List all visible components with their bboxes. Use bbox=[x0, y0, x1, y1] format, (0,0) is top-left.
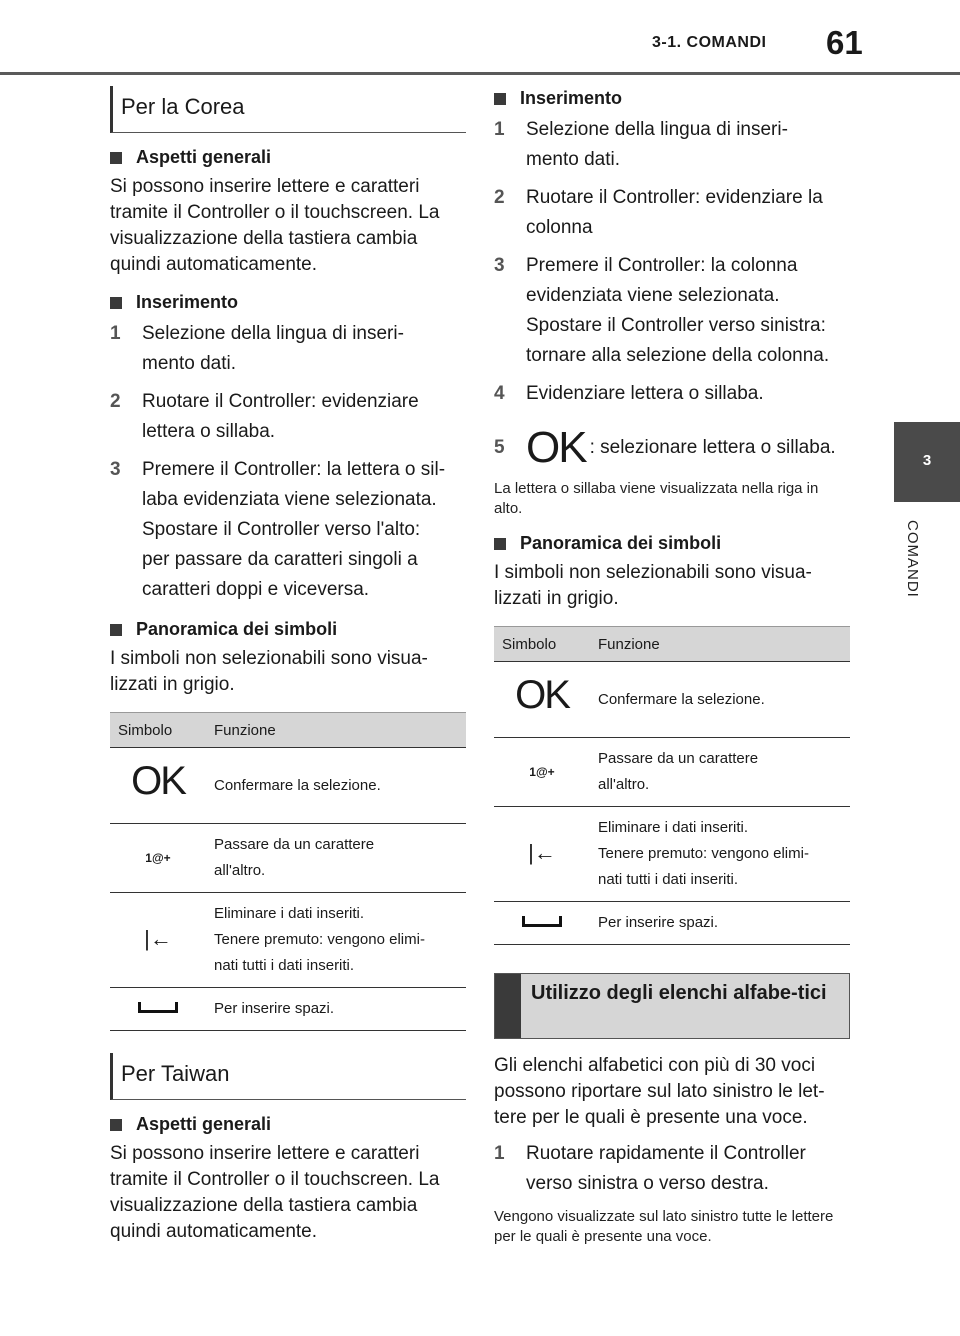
heading-text: Panoramica dei simboli bbox=[520, 533, 722, 553]
step-item bbox=[494, 1139, 850, 1199]
banner-title: Utilizzo degli elenchi alfabe-tici bbox=[521, 974, 849, 1038]
input-heading bbox=[110, 292, 466, 313]
step-line: lettera o sillaba. bbox=[142, 421, 276, 442]
heading-text: Aspetti generali bbox=[136, 1114, 272, 1134]
function-text: all'altro. bbox=[598, 776, 650, 793]
step-line: verso sinistra o verso destra. bbox=[526, 1173, 769, 1194]
square-bullet-icon bbox=[110, 624, 122, 636]
general-heading-2 bbox=[110, 1114, 466, 1135]
step-number: 3 bbox=[110, 459, 121, 480]
table-row bbox=[494, 807, 850, 902]
function-text: Eliminare i dati inseriti. bbox=[214, 905, 365, 922]
col-symbol: Simbolo bbox=[494, 627, 590, 662]
symbol-switch-icon: 1@+ bbox=[529, 765, 555, 779]
function-text: Tenere premuto: vengono elimi- bbox=[214, 931, 425, 948]
col-function: Funzione bbox=[206, 713, 466, 748]
step-line: Selezione della lingua di inseri- bbox=[526, 119, 788, 140]
alpha-paragraph: Gli elenchi alfabetici con più di 30 voci possono riportare sul lato sinistro le let-tere per le quali è presente una voce. bbox=[494, 1055, 825, 1128]
table-header bbox=[494, 627, 850, 662]
table-row bbox=[110, 893, 466, 988]
general-heading bbox=[110, 147, 466, 168]
table-row bbox=[494, 902, 850, 945]
square-bullet-icon bbox=[494, 93, 506, 105]
korea-section-title: Per la Corea bbox=[110, 86, 466, 133]
step-number: 1 bbox=[494, 1143, 505, 1164]
step-line: Selezione della lingua di inseri- bbox=[142, 323, 404, 344]
banner-bar bbox=[495, 974, 521, 1038]
square-bullet-icon bbox=[494, 538, 506, 550]
function-text: Per inserire spazi. bbox=[598, 914, 719, 931]
step-item-ok bbox=[494, 423, 850, 473]
function-text: Tenere premuto: vengono elimi- bbox=[598, 845, 809, 862]
step-line: Spostare il Controller verso sinistra: bbox=[526, 315, 826, 336]
heading-text: Aspetti generali bbox=[136, 147, 272, 167]
function-text: Confermare la selezione. bbox=[214, 776, 381, 794]
step-line: Ruotare rapidamente il Controller bbox=[526, 1143, 806, 1164]
step-line: caratteri doppi e viceversa. bbox=[142, 579, 370, 600]
ok-icon: OK bbox=[515, 673, 569, 717]
step-line: : selezionare lettera o sillaba. bbox=[589, 437, 836, 458]
function-text: nati tutti i dati inseriti. bbox=[214, 957, 355, 974]
table-row bbox=[110, 824, 466, 893]
function-text: Eliminare i dati inseriti. bbox=[598, 819, 749, 836]
heading-text: Inserimento bbox=[520, 88, 623, 108]
symbols-table-right bbox=[494, 626, 850, 945]
step-line: mento dati. bbox=[526, 149, 620, 170]
chapter-tab: 3 bbox=[894, 422, 960, 502]
function-text: Per inserire spazi. bbox=[214, 1000, 335, 1017]
step-line: Spostare il Controller verso l'alto: bbox=[142, 519, 421, 540]
space-icon bbox=[522, 916, 562, 927]
left-steps bbox=[110, 319, 466, 605]
table-row bbox=[494, 662, 850, 738]
space-icon bbox=[138, 1002, 178, 1013]
symbol-switch-icon: 1@+ bbox=[145, 851, 171, 865]
left-column bbox=[110, 86, 466, 1253]
input-heading-right bbox=[494, 88, 850, 109]
step-line: Evidenziare lettera o sillaba. bbox=[526, 383, 764, 404]
step-number: 1 bbox=[494, 119, 505, 140]
step-number: 3 bbox=[494, 255, 505, 276]
table-header bbox=[110, 713, 466, 748]
col-symbol: Simbolo bbox=[110, 713, 206, 748]
function-text: Confermare la selezione. bbox=[598, 690, 765, 708]
step-line: Ruotare il Controller: evidenziare la bbox=[526, 187, 823, 208]
step-number: 4 bbox=[494, 383, 505, 404]
header-divider bbox=[0, 72, 960, 75]
step-item bbox=[494, 251, 850, 371]
step-item bbox=[494, 379, 850, 409]
symbols-paragraph: I simboli non selezionabili sono visua-lizzati in grigio. bbox=[110, 648, 428, 695]
step-number: 5 bbox=[494, 437, 505, 458]
function-text: nati tutti i dati inseriti. bbox=[598, 871, 739, 888]
square-bullet-icon bbox=[110, 152, 122, 164]
symbols-heading-right bbox=[494, 533, 850, 554]
general-paragraph-2: Si possono inserire lettere e caratteri tramite il Controller o il touchscreen. La visualizzazione della tastiera cambia quindi automaticamente. bbox=[110, 1143, 440, 1242]
col-function: Funzione bbox=[590, 627, 850, 662]
step-item bbox=[110, 319, 466, 379]
square-bullet-icon bbox=[110, 1119, 122, 1131]
function-text: Passare da un carattere bbox=[598, 750, 759, 767]
step-line: evidenziata viene selezionata. bbox=[526, 285, 780, 306]
symbols-heading bbox=[110, 619, 466, 640]
chapter-label: COMANDI bbox=[904, 520, 921, 598]
note-text: La lettera o sillaba viene visualizzata nella riga in alto. bbox=[494, 480, 819, 517]
step-line: Ruotare il Controller: evidenziare bbox=[142, 391, 419, 412]
heading-text: Inserimento bbox=[136, 292, 239, 312]
heading-text: Panoramica dei simboli bbox=[136, 619, 338, 639]
ok-icon: OK bbox=[526, 423, 586, 472]
note-text-2: Vengono visualizzate sul lato sinistro tutte le lettere per le quali è presente una voce. bbox=[494, 1208, 834, 1245]
step-item bbox=[110, 455, 466, 605]
step-number: 2 bbox=[494, 187, 505, 208]
ok-icon: OK bbox=[131, 759, 185, 803]
section-title: 3-1. COMANDI bbox=[652, 34, 767, 51]
page-number: 61 bbox=[826, 24, 863, 61]
step-number: 2 bbox=[110, 391, 121, 412]
taiwan-section-title: Per Taiwan bbox=[110, 1053, 466, 1100]
step-line: tornare alla selezione della colonna. bbox=[526, 345, 830, 366]
step-number: 1 bbox=[110, 323, 121, 344]
right-column bbox=[494, 86, 850, 1257]
table-row bbox=[110, 988, 466, 1031]
backspace-icon: |← bbox=[528, 839, 556, 865]
step-line: laba evidenziata viene selezionata. bbox=[142, 489, 437, 510]
step-line: Premere il Controller: la colonna bbox=[526, 255, 798, 276]
table-row bbox=[110, 748, 466, 824]
alpha-lists-banner bbox=[494, 973, 850, 1039]
backspace-icon: |← bbox=[144, 925, 172, 951]
general-paragraph: Si possono inserire lettere e caratteri tramite il Controller o il touchscreen. La visualizzazione della tastiera cambia quindi automaticamente. bbox=[110, 176, 440, 275]
step-item bbox=[110, 387, 466, 447]
step-item bbox=[494, 183, 850, 243]
symbols-paragraph-right: I simboli non selezionabili sono visua-lizzati in grigio. bbox=[494, 562, 812, 609]
symbols-table bbox=[110, 712, 466, 1031]
step-line: per passare da caratteri singoli a bbox=[142, 549, 418, 570]
step-line: colonna bbox=[526, 217, 593, 238]
table-row bbox=[494, 738, 850, 807]
function-text: all'altro. bbox=[214, 862, 266, 879]
step-line: Premere il Controller: la lettera o sil- bbox=[142, 459, 446, 480]
function-text: Passare da un carattere bbox=[214, 836, 375, 853]
step-item bbox=[494, 115, 850, 175]
step-line: mento dati. bbox=[142, 353, 236, 374]
square-bullet-icon bbox=[110, 297, 122, 309]
